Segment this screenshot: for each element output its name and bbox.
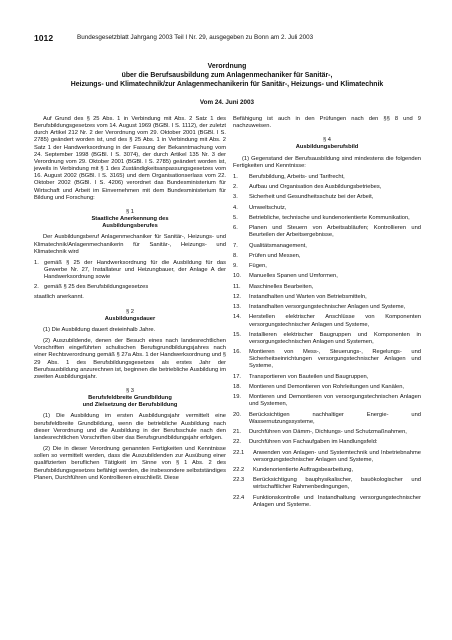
item-number: 22.3	[233, 477, 245, 484]
list-item	[233, 314, 421, 328]
item-text: Instandhalten versorgungstechnischer Anlagen und Systeme,	[249, 304, 406, 311]
page-number: 1012	[34, 33, 54, 43]
item-number: 16.	[233, 349, 241, 356]
item-number: 12.	[233, 293, 241, 300]
item-number: 18.	[233, 383, 241, 390]
item-number: 20.	[233, 411, 241, 418]
preamble: Auf Grund des § 25 Abs. 1 in Verbindung mit Abs. 2 Satz 1 des Berufsbildungsgesetzes vom 14. August 1969 (BGBl. I S. 1112), der zuletzt durch Artikel 212 Nr. 2 der Verordnung vom 29. Oktober 2001 (BGBl. I S. 2785) geändert worden ist, und des § 25 Abs. 1 in Verbindung mit Abs. 2 Satz 1 der Handwerksordnung in der Fassung der Bekanntmachung vom 24. September 1998 (BGBl. I S. 3074), der durch Artikel 135 Nr. 3 der Verordnung vom 29. Oktober 2001 (BGBl. I S. 2785) geändert worden ist, jeweils in Verbindung mit § 1 des Zuständigkeitsanpassungsgesetzes vom 16. August 2002 (BGBl. I S. 3165) und dem Organisationserlass vom 22. Oktober 2002 (BGBl. I S. 4206) verordnet das Bundesministerium für Wirtschaft und Arbeit im Einvernehmen mit dem Bundesministerium für Bildung und Forschung:	[34, 116, 226, 201]
item-number: 17.	[233, 373, 241, 380]
right-column	[233, 116, 421, 512]
list-item	[233, 194, 421, 201]
section-1-heading-line-1: Staatliche Anerkennung des	[91, 216, 169, 223]
item-number: 15.	[233, 331, 241, 338]
sub-list-item	[233, 477, 421, 491]
item-number: 6.	[233, 225, 238, 232]
list-item	[233, 253, 421, 260]
item-number: 8.	[233, 252, 238, 259]
item-text: Anwenden von Anlagen- und Systemtechnik und Inbetriebnahme versorgungstechnischer Anlagen und Systeme,	[253, 449, 421, 463]
item-text: gemäß § 25 des Berufsbildungsgesetzes	[44, 284, 149, 291]
section-3-heading-line-2: und Zielsetzung der Berufsbildung	[82, 402, 178, 409]
title-line-1: Verordnung	[207, 63, 247, 70]
list-item	[233, 273, 421, 280]
ordinance-title	[34, 62, 420, 90]
item-number: 9.	[233, 263, 238, 270]
section-2-heading: Ausbildungsdauer	[104, 315, 156, 322]
list-item	[233, 284, 421, 291]
left-column	[34, 116, 226, 486]
item-number: 11.	[233, 283, 241, 290]
list-item	[233, 384, 421, 391]
item-number: 1.	[233, 173, 238, 180]
list-item	[233, 225, 421, 239]
item-text: Qualitätsmanagement,	[249, 242, 307, 249]
section-1-intro: Der Ausbildungsberuf Anlagenmechaniker für Sanitär-, Heizungs- und Klimatechnik/Anlagenmechanikerin für Sanitär-, Heizungs- und Klimatechnik wird	[34, 234, 226, 255]
title-line-2: über die Berufsausbildung zum Anlagenmechaniker für Sanitär-,	[121, 72, 333, 80]
item-text: Durchführen von Dämm-, Dichtungs- und Schutzmaßnahmen,	[249, 429, 407, 436]
list-item	[233, 215, 421, 222]
item-text: Fügen,	[249, 263, 267, 270]
section-1-heading	[34, 216, 226, 230]
item-text: Kundenorientierte Auftragsbearbeitung,	[253, 466, 354, 473]
section-3-number: § 3	[126, 388, 134, 394]
list-item	[233, 349, 421, 370]
section-2-paragraph-1: (1) Die Ausbildung dauert dreieinhalb Jahre.	[43, 326, 156, 333]
item-text: Berücksichtigen nachhaltiger Energie- und Wassernutzungssysteme,	[249, 411, 421, 425]
section-1-heading-line-2: Ausbildungsberufes	[102, 223, 158, 230]
title-line-3: Heizungs- und Klimatechnik/zur Anlagenmechanikerin für Sanitär-, Heizungs- und Klimatechnik	[70, 81, 384, 89]
item-number: 21.	[233, 429, 241, 436]
list-item	[233, 184, 421, 191]
item-number: 1.	[34, 259, 39, 266]
item-text: Herstellen elektrischer Anschlüsse von Komponenten versorgungstechnischer Anlagen und Systeme,	[249, 314, 421, 328]
list-item	[233, 294, 421, 301]
ordinance-date: Vom 24. Juni 2003	[199, 99, 255, 106]
item-number: 22.1	[233, 449, 245, 456]
list-item	[233, 394, 421, 408]
item-number: 10.	[233, 273, 241, 280]
item-text: Funktionskontrolle und Instandhaltung versorgungstechnischer Anlagen und Systeme.	[253, 494, 421, 508]
item-text: Umweltschutz,	[249, 204, 287, 211]
item-text: gemäß § 25 der Handwerksordnung für die Ausbildung für das Gewerbe Nr. 27, Installateur und Heizungbauer, der Anlage A der Handwerksordnung sowie	[44, 259, 226, 281]
section-1-item	[34, 284, 226, 291]
item-text: Berücksichtigung bauphysikalischer, bauökologischer und wirtschaftlicher Rahmenbedingungen,	[253, 477, 421, 491]
list-item	[233, 429, 421, 436]
item-text: Durchführen von Fachaufgaben im Handlungsfeld:	[249, 439, 378, 446]
list-item	[233, 263, 421, 270]
item-text: Manuelles Spanen und Umformen,	[249, 273, 338, 280]
section-4-heading: Ausbildungsberufsbild	[295, 144, 359, 151]
list-item	[233, 205, 421, 212]
item-number: 5.	[233, 214, 238, 221]
item-text: Sicherheit und Gesundheitsschutz bei der Arbeit,	[249, 194, 374, 201]
item-text: Maschinelles Bearbeiten,	[249, 283, 314, 290]
section-3-heading-line-1: Berufsfeldbreite Grundbildung	[88, 395, 172, 402]
page-header	[34, 33, 420, 44]
item-text: Prüfen und Messen,	[249, 252, 301, 259]
item-text: Transportieren von Bauteilen und Baugruppen,	[249, 373, 369, 380]
list-item	[233, 374, 421, 381]
section-1-item	[34, 260, 226, 281]
item-text: Planen und Steuern von Arbeitsabläufen; Kontrollieren und Beurteilen der Arbeitsergebnisse,	[249, 225, 421, 239]
running-title: Bundesgesetzblatt Jahrgang 2003 Teil I Nr. 29, ausgegeben zu Bonn am 2. Juli 2003	[77, 34, 314, 41]
list-item	[233, 439, 421, 446]
item-number: 4.	[233, 204, 238, 211]
item-number: 14.	[233, 314, 241, 321]
item-number: 13.	[233, 304, 241, 311]
continuation-text: Befähigung ist auch in den Prüfungen nach den §§ 8 und 9 nachzuweisen.	[233, 116, 421, 130]
item-text: Installieren elektrischer Baugruppen und Komponenten in versorgungstechnischen Anlagen und Systemen,	[249, 331, 421, 345]
item-number: 7.	[233, 242, 238, 249]
list-item	[233, 174, 421, 181]
item-number: 19.	[233, 394, 241, 401]
item-number: 22.4	[233, 494, 245, 501]
section-2-number: § 2	[126, 308, 134, 315]
item-text: Montieren und Demontieren von versorgungstechnischen Anlagen und Systemen,	[249, 394, 421, 408]
item-text: Montieren und Demontieren von Rohrleitungen und Kanälen,	[249, 383, 405, 390]
sub-list-item	[233, 495, 421, 509]
item-text: Betriebliche, technische und kundenorientierte Kommunikation,	[249, 214, 410, 221]
sub-list-item	[233, 467, 421, 474]
item-number: 3.	[233, 194, 238, 201]
section-1-closing: staatlich anerkannt.	[34, 294, 84, 301]
item-number: 2.	[34, 284, 39, 291]
list-item	[233, 412, 421, 426]
item-text: Aufbau und Organisation des Ausbildungsbetriebes,	[249, 184, 382, 191]
item-text: Berufsbildung, Arbeits- und Tarifrecht,	[249, 173, 345, 180]
item-number: 22.	[233, 439, 241, 446]
item-text: Instandhalten und Warten von Betriebsmitteln,	[249, 293, 367, 300]
item-number: 2.	[233, 184, 238, 191]
list-item	[233, 304, 421, 311]
section-4-intro: (1) Gegenstand der Berufsausbildung sind mindestens die folgenden Fertigkeiten und Kenntnisse:	[233, 155, 421, 169]
section-2-paragraph-2: (2) Auszubildende, denen der Besuch eines nach landesrechtlichen Vorschriften eingeführten schulischen Berufsgrundbildungsjahres nach einer Rechtsverordnung gemäß § 27a Abs. 1 der Handwerksordnung und § 29 Abs. 1 des Berufsbildungsgesetzes als erstes Jahr der Berufsausbildung anzurechnen ist, beginnen die betriebliche Ausbildung im zweiten Ausbildungsjahr.	[34, 338, 226, 380]
sub-list-item	[233, 450, 421, 464]
list-item	[233, 332, 421, 346]
item-text: Montieren von Mess-, Steuerungs-, Regelungs- und Sicherheitseinrichtungen versorgungstechnischer Anlagen und Systeme,	[249, 349, 421, 370]
list-item	[233, 243, 421, 250]
section-1-number: § 1	[126, 208, 134, 215]
section-3-heading	[34, 395, 226, 409]
section-3-paragraph-1: (1) Die Ausbildung im ersten Ausbildungsjahr vermittelt eine berufsfeldbreite Grundbildung, wenn die betriebliche Ausbildung nach dieser Verordnung und die Ausbildung in der Berufsschule nach den landesrechtlichen Vorschriften über das Berufsgrundbildungsjahr erfolgen.	[34, 413, 226, 441]
curriculum-list	[233, 174, 421, 509]
item-number: 22.2	[233, 466, 245, 473]
section-4-number: § 4	[323, 137, 331, 144]
section-3-paragraph-2: (2) Die in dieser Verordnung genannten Fertigkeiten und Kenntnisse sollen so vermittelt werden, dass die Auszubildenden zur Ausübung einer qualifizierten beruflichen Tätigkeit im Sinne von § 1 Abs. 2 des Berufsbildungsgesetzes befähigt werden, die insbesondere selbstständiges Planen, Durchführen und Kontrollieren einschließt. Diese	[34, 446, 226, 481]
